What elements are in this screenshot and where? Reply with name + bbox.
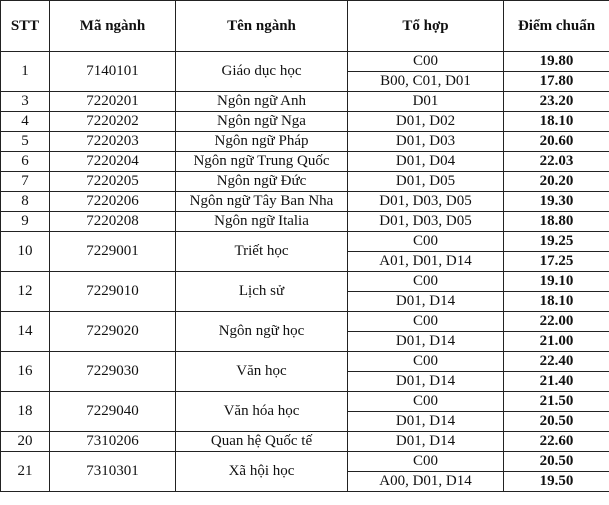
cell-diem-chuan: 19.10	[504, 272, 609, 292]
cell-stt: 3	[1, 92, 50, 112]
cell-ten-nganh: Ngôn ngữ Trung Quốc	[176, 152, 348, 172]
cell-stt: 10	[1, 232, 50, 272]
cell-ma-nganh: 7140101	[50, 52, 176, 92]
header-diem-chuan: Điểm chuẩn	[504, 1, 609, 52]
cell-to-hop: C00	[348, 272, 504, 292]
cell-diem-chuan: 17.80	[504, 72, 609, 92]
cell-stt: 16	[1, 352, 50, 392]
cell-diem-chuan: 20.60	[504, 132, 609, 152]
cell-to-hop: D01	[348, 92, 504, 112]
table-row	[1, 152, 609, 172]
cell-to-hop: C00	[348, 52, 504, 72]
cell-to-hop: A01, D01, D14	[348, 252, 504, 272]
cell-ten-nganh: Lịch sử	[176, 272, 348, 312]
cell-ma-nganh: 7220208	[50, 212, 176, 232]
cell-to-hop: D01, D14	[348, 372, 504, 392]
cell-stt: 21	[1, 452, 50, 492]
cell-diem-chuan: 19.30	[504, 192, 609, 212]
cell-ten-nganh: Văn học	[176, 352, 348, 392]
cell-diem-chuan: 18.80	[504, 212, 609, 232]
table-row	[1, 92, 609, 112]
cell-ma-nganh: 7220204	[50, 152, 176, 172]
cell-ten-nganh: Xã hội học	[176, 452, 348, 492]
cell-ma-nganh: 7220206	[50, 192, 176, 212]
cell-to-hop: D01, D03, D05	[348, 212, 504, 232]
table-row	[1, 392, 609, 412]
cell-stt: 9	[1, 212, 50, 232]
cell-ma-nganh: 7220203	[50, 132, 176, 152]
cell-ten-nganh: Quan hệ Quốc tế	[176, 432, 348, 452]
cell-ma-nganh: 7220205	[50, 172, 176, 192]
cell-diem-chuan: 22.60	[504, 432, 609, 452]
cell-stt: 12	[1, 272, 50, 312]
cell-diem-chuan: 18.10	[504, 112, 609, 132]
cell-to-hop: C00	[348, 392, 504, 412]
cell-diem-chuan: 21.00	[504, 332, 609, 352]
cell-to-hop: D01, D02	[348, 112, 504, 132]
cell-ten-nganh: Ngôn ngữ Pháp	[176, 132, 348, 152]
cell-to-hop: D01, D03, D05	[348, 192, 504, 212]
table-row	[1, 352, 609, 372]
cell-to-hop: C00	[348, 352, 504, 372]
header-stt: STT	[1, 1, 50, 52]
table-row	[1, 52, 609, 72]
cell-to-hop: D01, D04	[348, 152, 504, 172]
cell-stt: 20	[1, 432, 50, 452]
cell-to-hop: D01, D14	[348, 292, 504, 312]
cell-ma-nganh: 7220202	[50, 112, 176, 132]
cell-to-hop: C00	[348, 232, 504, 252]
cell-stt: 1	[1, 52, 50, 92]
cell-stt: 7	[1, 172, 50, 192]
table-row	[1, 132, 609, 152]
cell-diem-chuan: 22.40	[504, 352, 609, 372]
cell-stt: 4	[1, 112, 50, 132]
cell-ma-nganh: 7310206	[50, 432, 176, 452]
cell-ten-nganh: Ngôn ngữ Italia	[176, 212, 348, 232]
cell-ma-nganh: 7229020	[50, 312, 176, 352]
cell-ten-nganh: Ngôn ngữ Đức	[176, 172, 348, 192]
header-to-hop: Tổ hợp	[348, 1, 504, 52]
cell-diem-chuan: 19.50	[504, 472, 609, 492]
cell-stt: 8	[1, 192, 50, 212]
table-row	[1, 312, 609, 332]
cell-diem-chuan: 21.50	[504, 392, 609, 412]
cell-ma-nganh: 7310301	[50, 452, 176, 492]
cell-to-hop: C00	[348, 452, 504, 472]
cell-to-hop: D01, D03	[348, 132, 504, 152]
table-row	[1, 432, 609, 452]
table-row	[1, 192, 609, 212]
cell-diem-chuan: 20.50	[504, 452, 609, 472]
table-row	[1, 172, 609, 192]
cell-stt: 6	[1, 152, 50, 172]
cell-diem-chuan: 22.00	[504, 312, 609, 332]
header-ten-nganh: Tên ngành	[176, 1, 348, 52]
cell-diem-chuan: 22.03	[504, 152, 609, 172]
cell-to-hop: A00, D01, D14	[348, 472, 504, 492]
cell-ten-nganh: Ngôn ngữ Tây Ban Nha	[176, 192, 348, 212]
cell-stt: 14	[1, 312, 50, 352]
cell-to-hop: D01, D14	[348, 332, 504, 352]
table-header-row	[1, 1, 609, 52]
cell-diem-chuan: 18.10	[504, 292, 609, 312]
cell-ten-nganh: Triết học	[176, 232, 348, 272]
cell-ten-nganh: Ngôn ngữ Nga	[176, 112, 348, 132]
cell-ten-nganh: Văn hóa học	[176, 392, 348, 432]
cell-diem-chuan: 19.80	[504, 52, 609, 72]
cell-diem-chuan: 17.25	[504, 252, 609, 272]
table-row	[1, 272, 609, 292]
cell-diem-chuan: 20.50	[504, 412, 609, 432]
cell-stt: 18	[1, 392, 50, 432]
cell-stt: 5	[1, 132, 50, 152]
table-row	[1, 112, 609, 132]
cell-ma-nganh: 7229040	[50, 392, 176, 432]
table-body	[1, 52, 609, 492]
cell-diem-chuan: 20.20	[504, 172, 609, 192]
cell-ma-nganh: 7220201	[50, 92, 176, 112]
cell-diem-chuan: 21.40	[504, 372, 609, 392]
cell-to-hop: D01, D05	[348, 172, 504, 192]
table-row	[1, 212, 609, 232]
header-ma-nganh: Mã ngành	[50, 1, 176, 52]
cell-ma-nganh: 7229030	[50, 352, 176, 392]
cell-diem-chuan: 19.25	[504, 232, 609, 252]
cell-ten-nganh: Giáo dục học	[176, 52, 348, 92]
cell-diem-chuan: 23.20	[504, 92, 609, 112]
table-row	[1, 452, 609, 472]
table-row	[1, 232, 609, 252]
cell-to-hop: B00, C01, D01	[348, 72, 504, 92]
cell-ma-nganh: 7229001	[50, 232, 176, 272]
cell-to-hop: C00	[348, 312, 504, 332]
cell-ten-nganh: Ngôn ngữ Anh	[176, 92, 348, 112]
cell-to-hop: D01, D14	[348, 432, 504, 452]
cell-ma-nganh: 7229010	[50, 272, 176, 312]
cell-ten-nganh: Ngôn ngữ học	[176, 312, 348, 352]
cell-to-hop: D01, D14	[348, 412, 504, 432]
